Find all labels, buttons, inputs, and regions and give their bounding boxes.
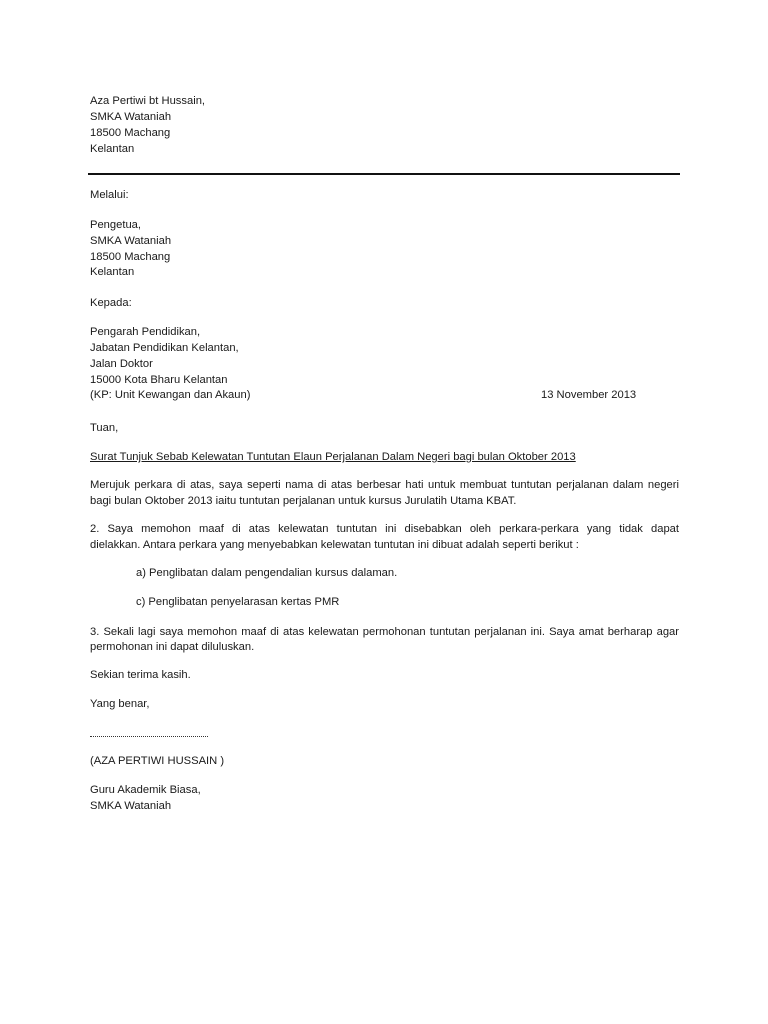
- salutation: Tuan,: [90, 422, 119, 434]
- para1-line1: Merujuk perkara di atas, saya seperti nama di atas berbesar hati untuk membuat tuntutan perjalanan dalam negeri: [90, 479, 679, 491]
- recipient-line4: 15000 Kota Bharu Kelantan: [90, 374, 228, 386]
- letter-date: 13 November 2013: [541, 389, 637, 401]
- closing: Sekian terima kasih.: [90, 669, 191, 681]
- via-school: SMKA Wataniah: [90, 235, 172, 247]
- list-item-c: c) Penglibatan penyelarasan kertas PMR: [136, 596, 340, 608]
- recipient-label: Kepada:: [90, 297, 132, 309]
- para1-line2: bagi bulan Oktober 2013 iaitu tuntutan perjalanan untuk kursus Jurulatih Utama KBAT.: [90, 495, 517, 507]
- recipient-line5: (KP: Unit Kewangan dan Akaun): [90, 389, 251, 401]
- sender-school: SMKA Wataniah: [90, 111, 172, 123]
- sender-state: Kelantan: [90, 143, 135, 155]
- recipient-line2: Jabatan Pendidikan Kelantan,: [90, 342, 239, 354]
- position-school: SMKA Wataniah: [90, 800, 172, 812]
- signature-line: [90, 736, 208, 737]
- position-title: Guru Akademik Biasa,: [90, 784, 201, 796]
- via-state: Kelantan: [90, 266, 135, 278]
- via-title: Pengetua,: [90, 219, 142, 231]
- para3-line2: permohonan ini dapat diluluskan.: [90, 641, 255, 653]
- recipient-line1: Pengarah Pendidikan,: [90, 326, 201, 338]
- sender-postcode-town: 18500 Machang: [90, 127, 171, 139]
- header-divider: [88, 173, 680, 175]
- signoff: Yang benar,: [90, 698, 150, 710]
- via-label: Melalui:: [90, 189, 129, 201]
- para2-line2: dielakkan. Antara perkara yang menyebabkan kelewatan tuntutan ini dibuat adalah seperti berikut :: [90, 539, 579, 551]
- via-postcode-town: 18500 Machang: [90, 251, 171, 263]
- subject-heading: Surat Tunjuk Sebab Kelewatan Tuntutan Elaun Perjalanan Dalam Negeri bagi bulan Oktober 2013: [90, 451, 576, 463]
- signature-name: (AZA PERTIWI HUSSAIN ): [90, 755, 225, 767]
- list-item-a: a) Penglibatan dalam pengendalian kursus dalaman.: [136, 567, 398, 579]
- para3-line1: 3. Sekali lagi saya memohon maaf di atas kelewatan permohonan tuntutan perjalanan ini. Saya amat berharap agar: [90, 626, 679, 638]
- recipient-line3: Jalan Doktor: [90, 358, 153, 370]
- para2-line1: 2. Saya memohon maaf di atas kelewatan tuntutan ini disebabkan oleh perkara-perkara yang tidak dapat: [90, 523, 679, 535]
- sender-name: Aza Pertiwi bt Hussain,: [90, 95, 206, 107]
